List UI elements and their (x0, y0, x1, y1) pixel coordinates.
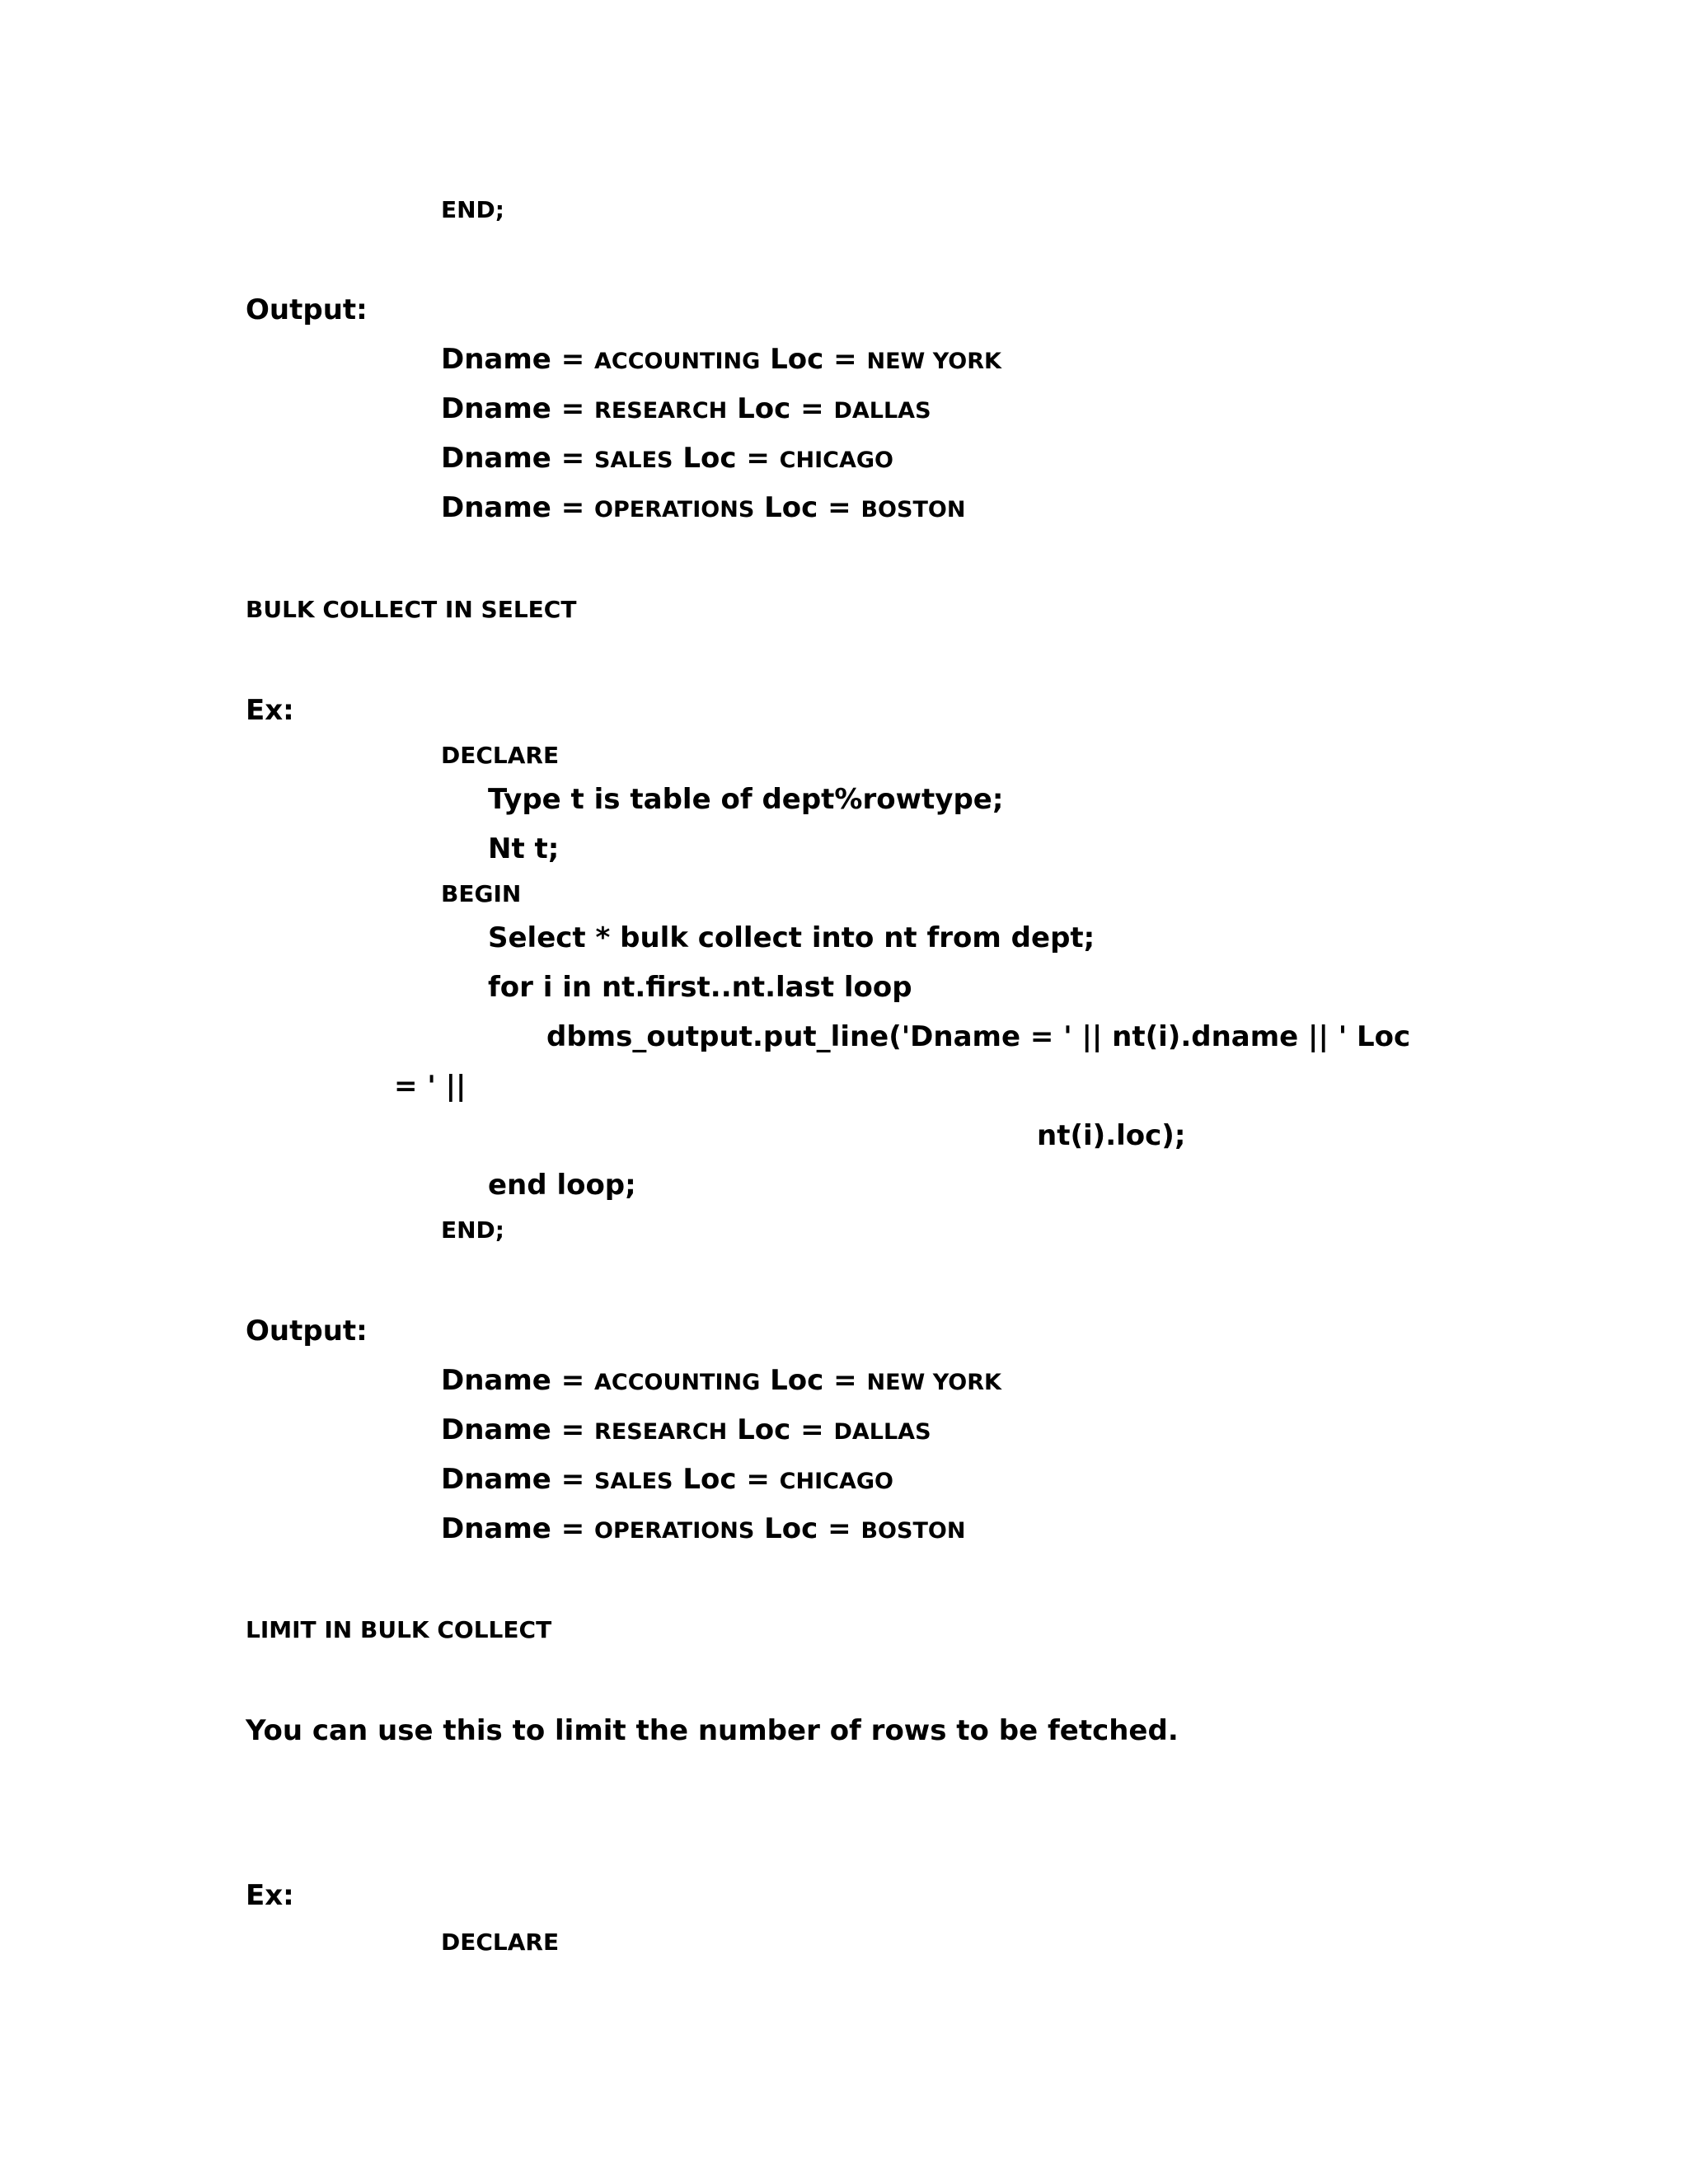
dname-value: RESEARCH (594, 1419, 728, 1445)
dname-key: Dname = (441, 392, 585, 425)
output-row (441, 343, 1001, 376)
code-line-nt: Nt t; (488, 832, 560, 865)
loc-value: BOSTON (860, 497, 966, 523)
code-begin-keyword: BEGIN (441, 880, 522, 907)
output-row (441, 1413, 931, 1446)
output-label: Output: (246, 293, 368, 326)
loc-value: NEW YORK (866, 1370, 1001, 1395)
loc-value: DALLAS (833, 1419, 931, 1445)
dname-key: Dname = (441, 1512, 585, 1545)
dname-value: ACCOUNTING (594, 349, 761, 374)
loc-value: NEW YORK (866, 349, 1001, 374)
dname-value: OPERATIONS (594, 1518, 755, 1544)
code-line-put-line-continued: = ' || (394, 1070, 467, 1103)
loc-value: CHICAGO (779, 448, 893, 473)
code-end-keyword: END; (441, 196, 504, 223)
code-line-end-loop: end loop; (488, 1169, 636, 1202)
code-declare-keyword: DECLARE (441, 742, 560, 769)
loc-value: BOSTON (860, 1518, 966, 1544)
example-label: Ex: (246, 694, 294, 727)
dname-value: RESEARCH (594, 398, 728, 424)
dname-key: Dname = (441, 491, 585, 524)
example-label: Ex: (246, 1879, 294, 1912)
loc-key: Loc = (682, 442, 770, 475)
output-row (441, 392, 931, 425)
dname-key: Dname = (441, 1463, 585, 1496)
section-heading: BULK COLLECT IN SELECT (246, 596, 577, 623)
dname-value: OPERATIONS (594, 497, 755, 523)
output-label: Output: (246, 1315, 368, 1347)
code-line-for: for i in nt.first..nt.last loop (488, 971, 912, 1004)
dname-key: Dname = (441, 1364, 585, 1397)
dname-value: ACCOUNTING (594, 1370, 761, 1395)
loc-key: Loc = (737, 1413, 824, 1446)
dname-key: Dname = (441, 1413, 585, 1446)
output-row (441, 491, 966, 524)
loc-key: Loc = (770, 1364, 857, 1397)
dname-key: Dname = (441, 442, 585, 475)
code-end-keyword: END; (441, 1216, 504, 1244)
section-description: You can use this to limit the number of rows to be fetched. (246, 1714, 1179, 1747)
loc-value: DALLAS (833, 398, 931, 424)
code-line-put-line: dbms_output.put_line('Dname = ' || nt(i).dname || ' Loc (546, 1020, 1411, 1053)
dname-key: Dname = (441, 343, 585, 376)
loc-key: Loc = (764, 491, 851, 524)
dname-value: SALES (594, 1469, 673, 1494)
loc-key: Loc = (764, 1512, 851, 1545)
loc-key: Loc = (682, 1463, 770, 1496)
output-row (441, 1364, 1001, 1397)
loc-value: CHICAGO (779, 1469, 893, 1494)
section-heading: LIMIT IN BULK COLLECT (246, 1616, 552, 1643)
loc-key: Loc = (737, 392, 824, 425)
output-row (441, 1463, 893, 1496)
output-row (441, 442, 893, 475)
output-row (441, 1512, 966, 1545)
code-declare-keyword: DECLARE (441, 1929, 560, 1956)
dname-value: SALES (594, 448, 673, 473)
code-line-put-line-end: nt(i).loc); (1037, 1119, 1186, 1152)
code-line-type: Type t is table of dept%rowtype; (488, 783, 1004, 816)
code-line-select: Select * bulk collect into nt from dept; (488, 921, 1095, 954)
loc-key: Loc = (770, 343, 857, 376)
